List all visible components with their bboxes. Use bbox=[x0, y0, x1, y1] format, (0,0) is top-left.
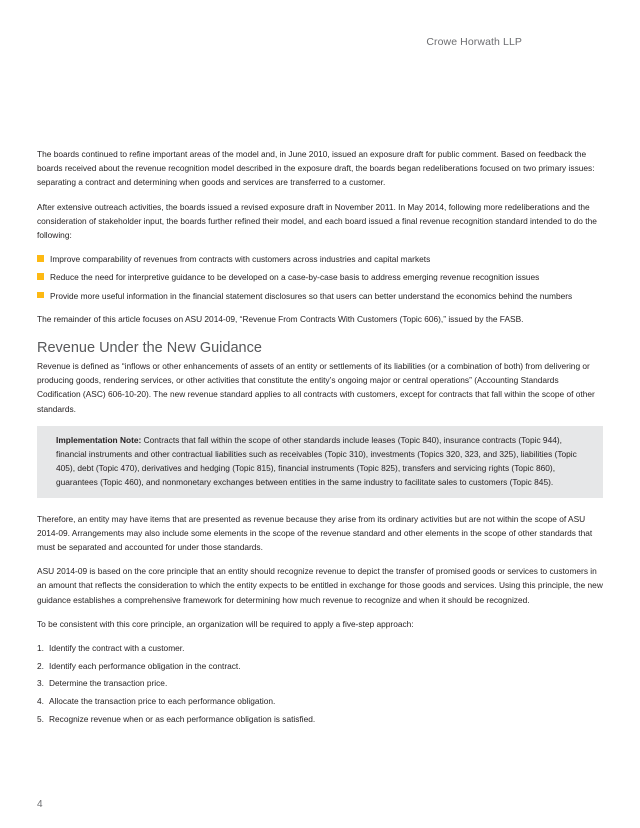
paragraph-revenue-definition: Revenue is defined as “inflows or other enhancements of assets of an entity or settlements of its liabilities (or a combination of both) from delivering or producing goods, rendering services, or other activities that constitute the entity’s ongoing major or central operations” (Accounting Standards Codification (ASC) 606-10-20). The new revenue standard applies to all contracts with customers, except for contracts that fall within the scope of other standards. bbox=[37, 361, 595, 414]
step-text: Identify the contract with a customer. bbox=[49, 643, 185, 654]
list-item bbox=[37, 659, 603, 673]
document-body bbox=[37, 147, 603, 730]
step-number: 5. bbox=[37, 713, 44, 724]
paragraph-five-step-intro: To be consistent with this core principle, an organization will be required to apply a five-step approach: bbox=[37, 618, 414, 629]
five-step-list bbox=[37, 641, 603, 726]
list-item-text: Reduce the need for interpretive guidance to be developed on a case-by-case basis to address emerging revenue recognition issues bbox=[50, 272, 540, 283]
step-number: 3. bbox=[37, 678, 44, 689]
list-item bbox=[37, 270, 603, 284]
paragraph-revised-draft: After extensive outreach activities, the boards issued a revised exposure draft in November 2011. In May 2014, following more redeliberations and the consideration of stakeholder input, the boards further refined their model, and each board issued a final revenue recognition standard intended to do the following: bbox=[37, 201, 597, 241]
square-bullet-icon bbox=[37, 255, 44, 262]
step-text: Allocate the transaction price to each performance obligation. bbox=[49, 696, 276, 707]
step-number: 2. bbox=[37, 660, 44, 671]
firm-name: Crowe Horwath LLP bbox=[426, 36, 522, 48]
section-heading: Revenue Under the New Guidance bbox=[37, 340, 262, 357]
step-number: 4. bbox=[37, 696, 44, 707]
step-text: Identify each performance obligation in the contract. bbox=[49, 660, 241, 671]
objectives-list bbox=[37, 252, 603, 303]
paragraph-exposure-draft: The boards continued to refine important areas of the model and, in June 2010, issued an exposure draft for public comment. Based on feedback the boards received about the revenue recognition model described in the exposure draft, the boards began redeliberations focused on two primary issues: separating a contract and determining when goods and services are transferred to a customer. bbox=[37, 149, 595, 188]
step-number: 1. bbox=[37, 643, 44, 654]
step-text: Determine the transaction price. bbox=[49, 678, 168, 689]
list-item-text: Provide more useful information in the financial statement disclosures so that users can better understand the economics behind the numbers bbox=[50, 290, 573, 301]
note-label: Implementation Note: bbox=[56, 434, 142, 445]
square-bullet-icon bbox=[37, 273, 44, 280]
paragraph-article-focus: The remainder of this article focuses on ASU 2014-09, “Revenue From Contracts With Customers (Topic 606),” issued by the FASB. bbox=[37, 313, 524, 324]
list-item bbox=[37, 252, 603, 266]
list-item bbox=[37, 641, 603, 655]
list-item bbox=[37, 712, 603, 726]
list-item-text: Improve comparability of revenues from contracts with customers across industries and capital markets bbox=[50, 254, 431, 265]
list-item bbox=[37, 676, 603, 690]
page-number: 4 bbox=[37, 799, 43, 810]
paragraph-scope: Therefore, an entity may have items that are presented as revenue because they arise from its ordinary activities but are not within the scope of ASU 2014-09. Arrangements may also include some elements in the scope of the revenue standard and other elements in the scope of other standards that must be separated and accounted for under those standards. bbox=[37, 513, 593, 553]
note-text: Contracts that fall within the scope of other standards include leases (Topic 840), insurance contracts (Topic 944), financial instruments and other contractual liabilities such as receivables (Topic 310), investments (Topics 320, 323, and 325), liabilities (Topic 405), debt (Topic 470), derivatives and hedging (Topic 815), financial instruments (Topic 825), transfers and servicing rights (Topic 860), guarantees (Topic 460), and nonmonetary exchanges between entities in the same industry to facilitate sales to customers (Topic 845). bbox=[56, 434, 577, 488]
step-text: Recognize revenue when or as each performance obligation is satisfied. bbox=[49, 713, 316, 724]
square-bullet-icon bbox=[37, 292, 44, 299]
list-item bbox=[37, 694, 603, 708]
implementation-note bbox=[37, 426, 603, 498]
list-item bbox=[37, 289, 603, 303]
paragraph-core-principle: ASU 2014-09 is based on the core principle that an entity should recognize revenue to depict the transfer of promised goods or services to customers in an amount that reflects the consideration to which the entity expects to be entitled in exchange for those goods and services. Using this principle, the new guidance establishes a comprehensive framework for determining how much revenue to recognize and when it should be recognized. bbox=[37, 566, 603, 605]
